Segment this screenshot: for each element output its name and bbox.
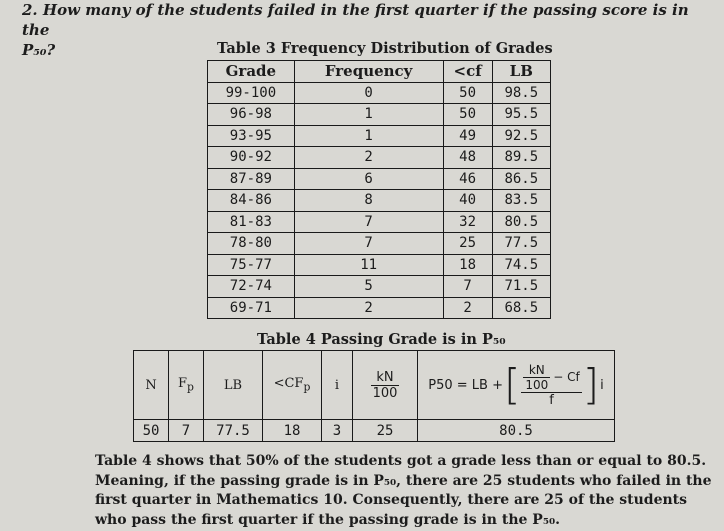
cell-grade: 81-83 xyxy=(208,211,295,233)
cell-cf: 32 xyxy=(443,211,492,233)
cell-cf: 18 xyxy=(443,254,492,276)
header-lb: LB xyxy=(492,61,550,83)
question-text: How many of the students failed in the first quarter if the passing score is in the xyxy=(22,1,689,39)
header-frequency: Frequency xyxy=(294,61,443,83)
table4-value-row xyxy=(134,420,615,442)
left-bracket-icon: [ xyxy=(503,360,521,409)
cell-frequency: 7 xyxy=(294,211,443,233)
cell-cf: 7 xyxy=(443,276,492,298)
header-n: N xyxy=(134,351,169,420)
cell-cf: 2 xyxy=(443,297,492,319)
cell-lb: 83.5 xyxy=(492,190,550,212)
table-header-row xyxy=(208,61,551,83)
cell-lb: 98.5 xyxy=(492,82,550,104)
cell-lb: 92.5 xyxy=(492,125,550,147)
table-row xyxy=(208,168,551,190)
table-row xyxy=(208,190,551,212)
cell-grade: 96-98 xyxy=(208,104,295,126)
cell-grade: 75-77 xyxy=(208,254,295,276)
table-row xyxy=(208,297,551,319)
formula-lhs: P50 = LB + xyxy=(428,377,503,393)
cell-lb: 89.5 xyxy=(492,147,550,169)
cell-cf: 49 xyxy=(443,125,492,147)
cell-lb: 80.5 xyxy=(492,211,550,233)
cell-cf: 46 xyxy=(443,168,492,190)
explanation-paragraph: Table 4 shows that 50% of the students got a grade less than or equal to 80.5. Meaning, if the passing grade is in P₅₀, there are 25 students who failed in the first quarter in Mathematics 10. Consequently, there are 25 of the students who pass the first quarter if the passing grade is in the P₅₀. xyxy=(95,453,712,528)
cell-frequency: 6 xyxy=(294,168,443,190)
cell-frequency: 2 xyxy=(294,147,443,169)
cell-grade: 93-95 xyxy=(208,125,295,147)
header-lb: LB xyxy=(204,351,263,420)
cell-frequency: 5 xyxy=(294,276,443,298)
value-lb: 77.5 xyxy=(204,420,263,442)
table4-header-row xyxy=(134,351,615,420)
cell-lb: 71.5 xyxy=(492,276,550,298)
cell-frequency: 0 xyxy=(294,82,443,104)
table-row xyxy=(208,82,551,104)
table-row xyxy=(208,254,551,276)
cell-grade: 90-92 xyxy=(208,147,295,169)
cell-grade: 69-71 xyxy=(208,297,295,319)
cell-frequency: 7 xyxy=(294,233,443,255)
header-cf: <cf xyxy=(443,61,492,83)
value-fp: 7 xyxy=(169,420,204,442)
table4-caption: Table 4 Passing Grade is in P₅₀ xyxy=(257,331,506,348)
table-row xyxy=(208,211,551,233)
cell-cf: 40 xyxy=(443,190,492,212)
cell-cf: 50 xyxy=(443,104,492,126)
cell-lb: 77.5 xyxy=(492,233,550,255)
cell-grade: 72-74 xyxy=(208,276,295,298)
cell-lb: 68.5 xyxy=(492,297,550,319)
header-kn-fraction: $\frac{kN}{100}$ xyxy=(353,351,418,420)
cell-grade: 87-89 xyxy=(208,168,295,190)
cell-frequency: 1 xyxy=(294,104,443,126)
right-bracket-icon: ] xyxy=(582,360,600,409)
cell-lb: 74.5 xyxy=(492,254,550,276)
cell-cf: 50 xyxy=(443,82,492,104)
header-cfp: $<CF_p$ xyxy=(263,351,322,420)
cell-grade: 84-86 xyxy=(208,190,295,212)
value-kn: 25 xyxy=(353,420,418,442)
table-row xyxy=(208,147,551,169)
header-formula xyxy=(418,351,615,420)
formula-i: i xyxy=(600,377,604,393)
frequency-table xyxy=(207,60,551,319)
frequency-table-body xyxy=(208,82,551,319)
cell-lb: 86.5 xyxy=(492,168,550,190)
cell-grade: 99-100 xyxy=(208,82,295,104)
table-row xyxy=(208,233,551,255)
cell-frequency: 2 xyxy=(294,297,443,319)
table-row xyxy=(208,276,551,298)
header-i: i xyxy=(322,351,353,420)
value-n: 50 xyxy=(134,420,169,442)
value-p50: 80.5 xyxy=(418,420,615,442)
header-fp: $F_p$ xyxy=(169,351,204,420)
formula-fraction: $\frac{kN}{100}$ − Cf f xyxy=(521,363,581,408)
question-number: 2. xyxy=(22,1,38,19)
question-continuation: P₅₀? xyxy=(22,41,56,59)
cell-cf: 48 xyxy=(443,147,492,169)
cell-frequency: 1 xyxy=(294,125,443,147)
header-grade: Grade xyxy=(208,61,295,83)
cell-cf: 25 xyxy=(443,233,492,255)
value-i: 3 xyxy=(322,420,353,442)
passing-grade-table xyxy=(133,350,615,442)
cell-frequency: 11 xyxy=(294,254,443,276)
value-cfp: 18 xyxy=(263,420,322,442)
cell-frequency: 8 xyxy=(294,190,443,212)
table-row xyxy=(208,104,551,126)
cell-lb: 95.5 xyxy=(492,104,550,126)
table3-caption: Table 3 Frequency Distribution of Grades xyxy=(217,40,553,57)
cell-grade: 78-80 xyxy=(208,233,295,255)
table-row xyxy=(208,125,551,147)
